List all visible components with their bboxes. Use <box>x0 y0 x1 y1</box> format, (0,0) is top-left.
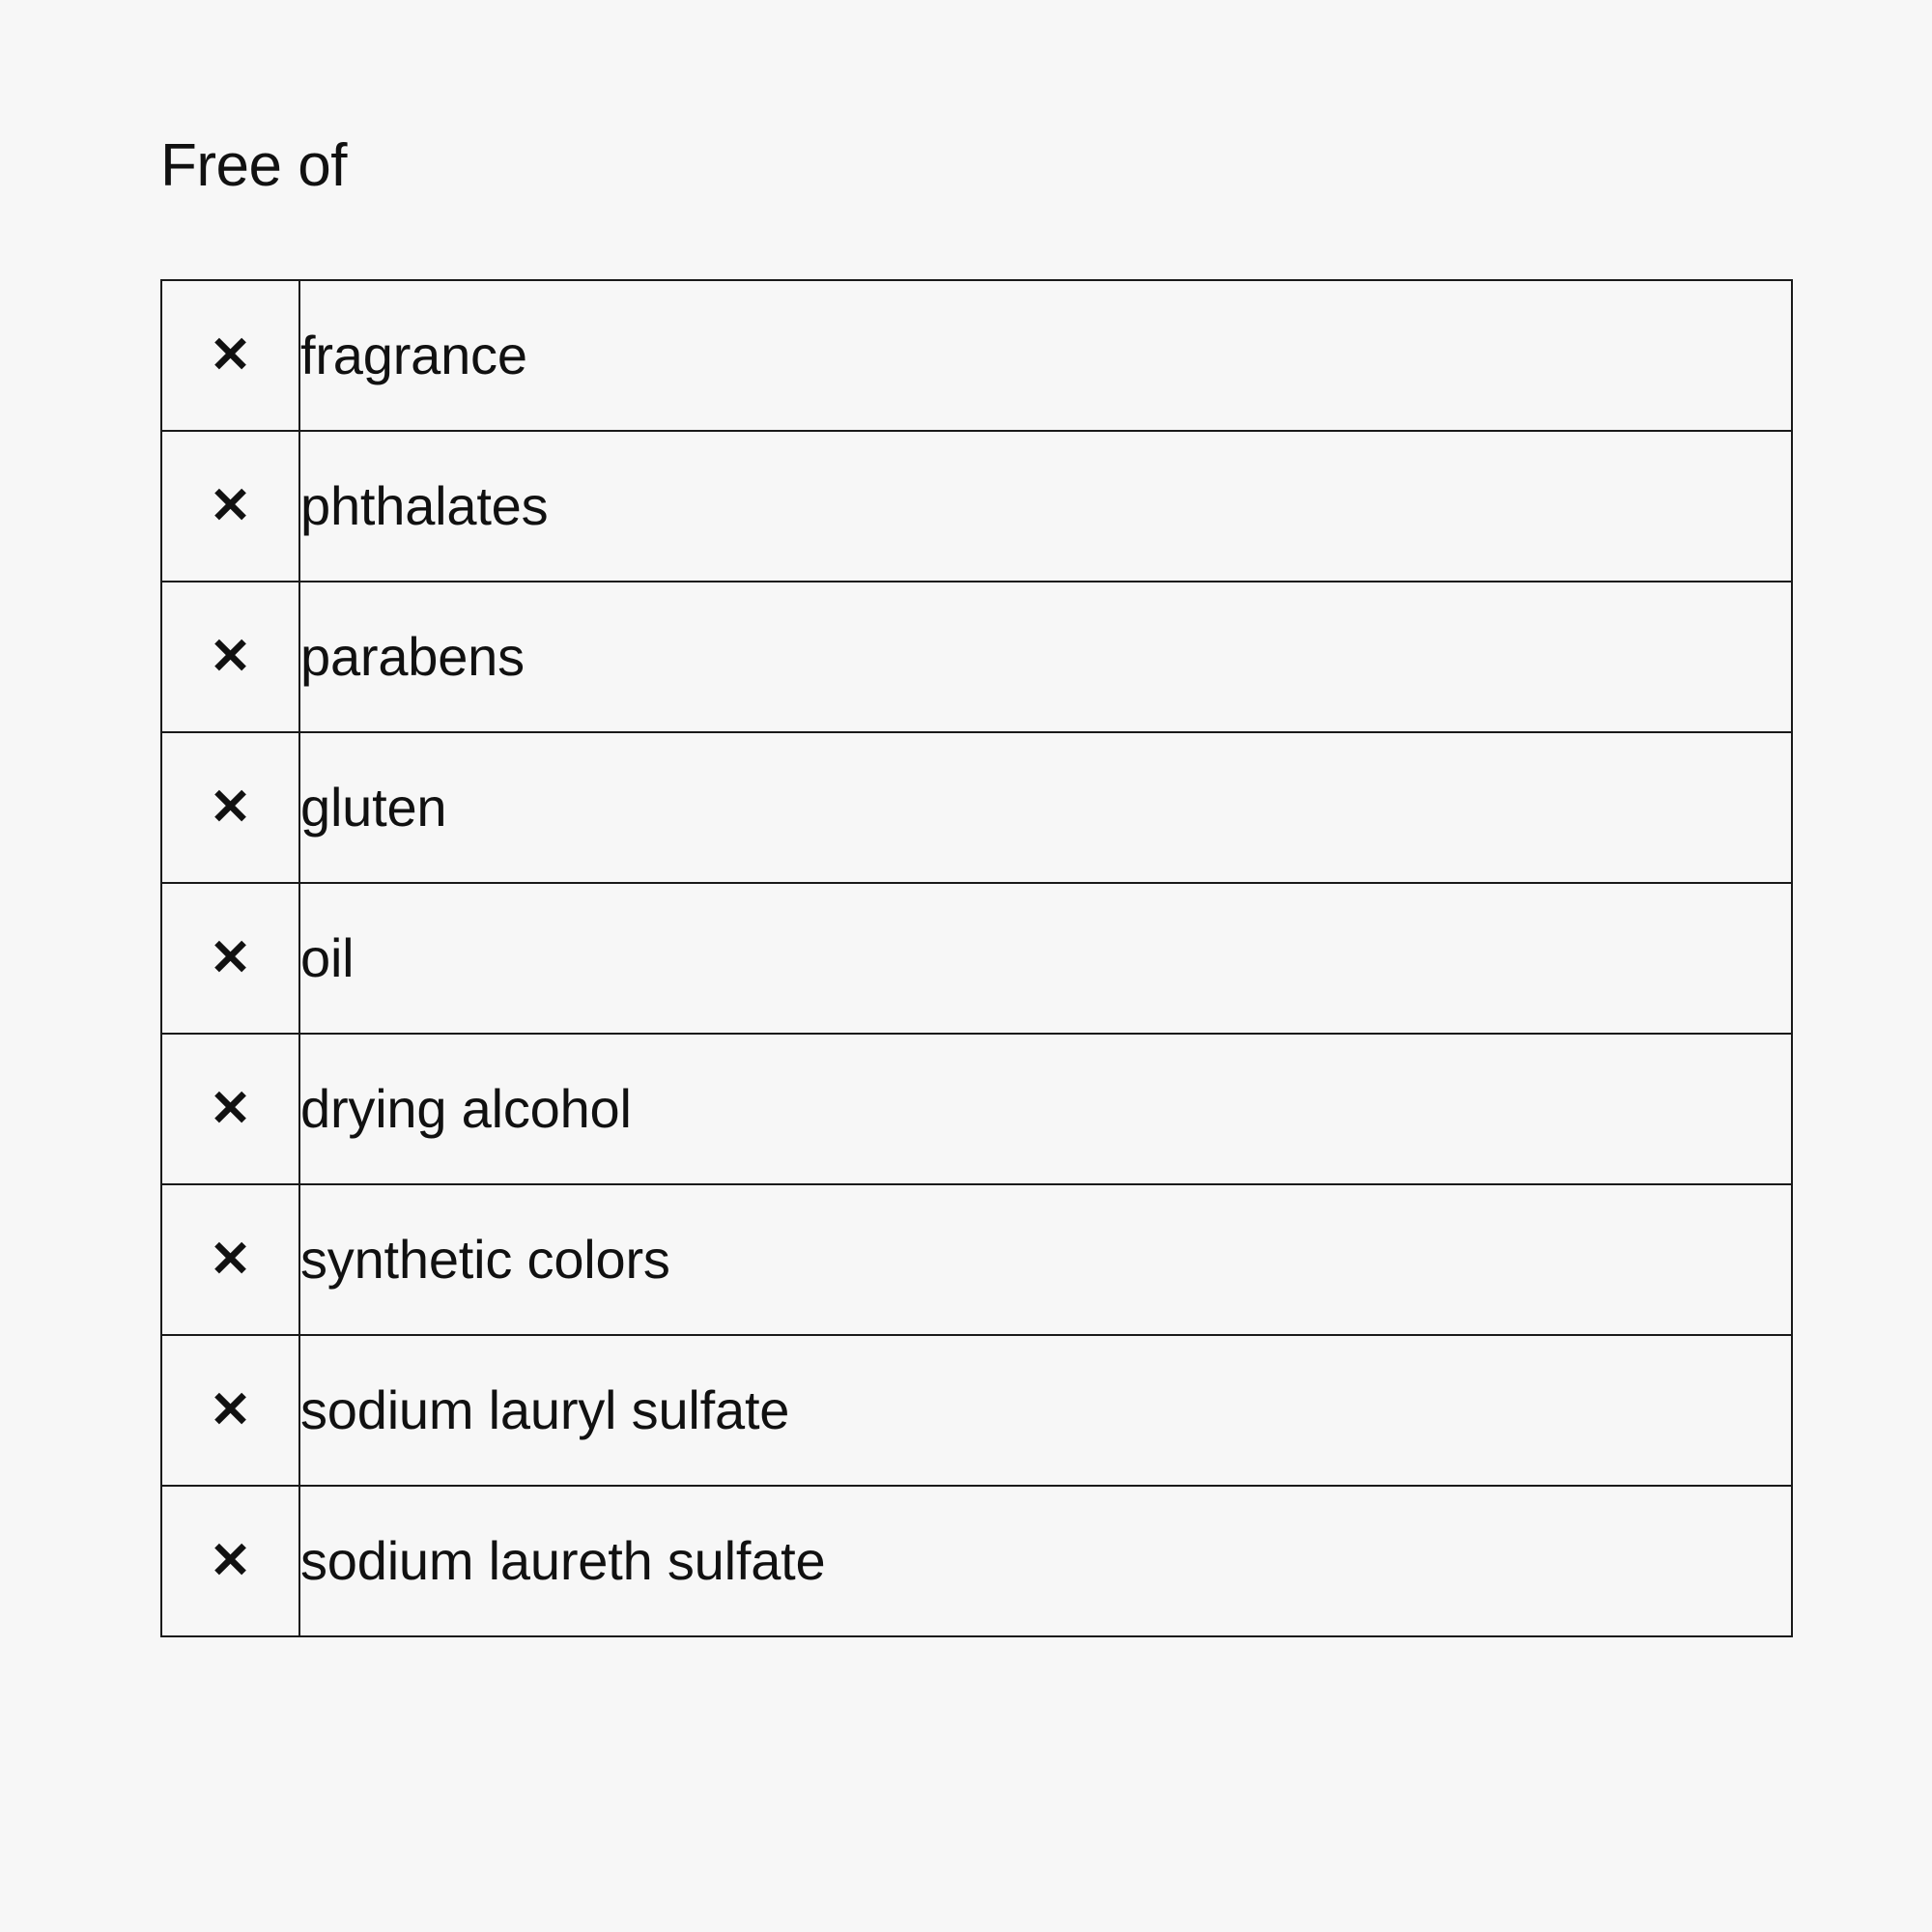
row-mark-cell <box>161 431 299 582</box>
table-row <box>161 1034 1792 1184</box>
ingredient-label: sodium laureth sulfate <box>300 1529 826 1591</box>
ingredient-label: oil <box>300 926 355 988</box>
cross-mark-icon: ✕ <box>209 1081 252 1137</box>
row-mark-cell <box>161 883 299 1034</box>
cross-mark-icon: ✕ <box>209 327 252 384</box>
table-row <box>161 883 1792 1034</box>
row-mark-cell <box>161 1486 299 1636</box>
row-mark-cell <box>161 280 299 431</box>
ingredient-label: drying alcohol <box>300 1077 632 1139</box>
row-label-cell <box>299 1184 1792 1335</box>
row-label-cell <box>299 1034 1792 1184</box>
cross-mark-icon: ✕ <box>209 1382 252 1438</box>
cross-mark-icon: ✕ <box>209 930 252 986</box>
row-label-cell <box>299 1335 1792 1486</box>
table-row <box>161 431 1792 582</box>
ingredient-label: sodium lauryl sulfate <box>300 1378 790 1440</box>
table-row <box>161 732 1792 883</box>
ingredient-label: synthetic colors <box>300 1228 670 1290</box>
row-label-cell <box>299 732 1792 883</box>
row-label-cell <box>299 280 1792 431</box>
ingredient-label: fragrance <box>300 324 527 385</box>
row-mark-cell <box>161 732 299 883</box>
table-row <box>161 1184 1792 1335</box>
row-mark-cell <box>161 1184 299 1335</box>
cross-mark-icon: ✕ <box>209 1232 252 1288</box>
row-mark-cell <box>161 582 299 732</box>
ingredient-label: phthalates <box>300 474 549 536</box>
free-of-table <box>160 279 1793 1637</box>
row-mark-cell <box>161 1335 299 1486</box>
row-label-cell <box>299 1486 1792 1636</box>
ingredient-label: gluten <box>300 776 447 838</box>
table-row <box>161 1486 1792 1636</box>
table-row <box>161 1335 1792 1486</box>
cross-mark-icon: ✕ <box>209 629 252 685</box>
cross-mark-icon: ✕ <box>209 1533 252 1589</box>
free-of-table-body <box>161 280 1792 1636</box>
row-label-cell <box>299 431 1792 582</box>
row-mark-cell <box>161 1034 299 1184</box>
row-label-cell <box>299 582 1792 732</box>
table-row <box>161 582 1792 732</box>
row-label-cell <box>299 883 1792 1034</box>
ingredient-label: parabens <box>300 625 525 687</box>
cross-mark-icon: ✕ <box>209 478 252 534</box>
table-row <box>161 280 1792 431</box>
cross-mark-icon: ✕ <box>209 780 252 836</box>
page-title: Free of <box>160 132 347 199</box>
